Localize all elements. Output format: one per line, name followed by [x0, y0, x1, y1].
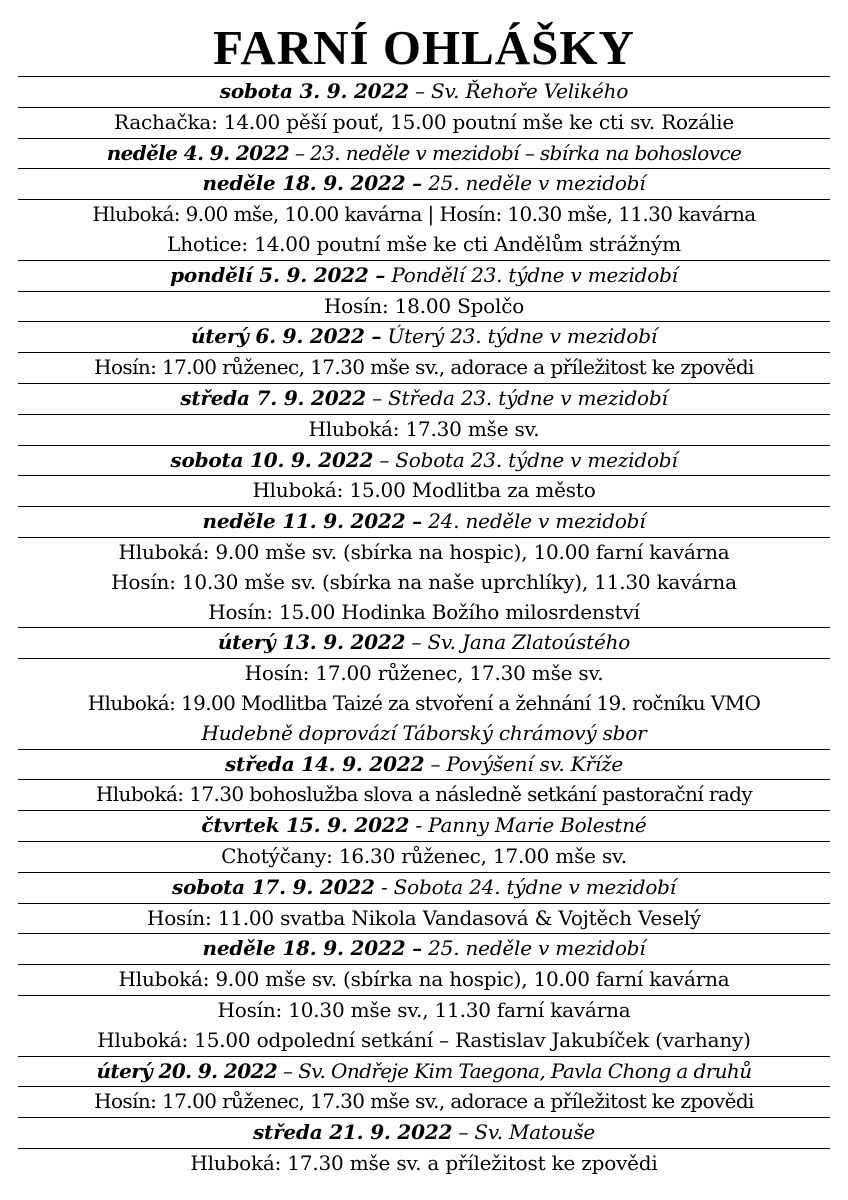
announcement-line: Rachačka: 14.00 pěší pouť, 15.00 poutní mše ke cti sv. Rozálie	[114, 109, 734, 134]
day-date: neděle 18. 9. 2022 –	[202, 936, 422, 961]
day-feast: Úterý 23. týdne v mezidobí	[381, 324, 658, 349]
day-feast: – Sv. Ondřeje Kim Taegona, Pavla Chong a druhů	[277, 1058, 752, 1083]
day-date: středa 7. 9. 2022	[180, 385, 366, 410]
announcement-line: Hluboká: 15.00 Modlitba za město	[252, 478, 596, 503]
day-header	[18, 934, 830, 965]
announcement-line: Hluboká: 9.00 mše sv. (sbírka na hospic), 10.00 farní kavárna	[118, 967, 730, 992]
announcement-block	[18, 200, 830, 261]
announcement-line: Hluboká: 9.00 mše sv. (sbírka na hospic), 10.00 farní kavárna	[118, 539, 730, 564]
day-date: pondělí 5. 9. 2022 –	[170, 262, 386, 287]
announcements-page	[18, 20, 830, 1179]
announcement-block	[18, 996, 830, 1057]
announcement-block	[18, 476, 830, 507]
day-date: sobota 17. 9. 2022	[172, 874, 375, 899]
day-feast: – Povýšení sv. Kříže	[424, 751, 624, 776]
day-feast: 25. neděle v mezidobí	[421, 936, 646, 961]
page-title: FARNÍ OHLÁŠKY	[213, 20, 635, 75]
day-header	[18, 1057, 830, 1088]
announcements-list	[18, 76, 830, 1179]
announcement-line: Hosín: 10.30 mše sv., 11.30 farní kavárna	[217, 997, 631, 1022]
announcement-block	[18, 353, 830, 384]
day-date: neděle 11. 9. 2022 –	[202, 509, 422, 534]
day-feast: – Sv. Řehoře Velikého	[408, 79, 629, 103]
day-feast: – 23. neděle v mezidobí – sbírka na bohoslovce	[289, 140, 742, 165]
day-feast: - Sobota 24. týdne v mezidobí	[374, 874, 676, 899]
announcement-line: Hluboká: 15.00 odpolední setkání – Rastislav Jakubíček (varhany)	[97, 1027, 751, 1052]
day-header	[18, 261, 830, 292]
day-date: sobota 10. 9. 2022	[170, 447, 374, 472]
announcement-block	[18, 965, 830, 996]
announcement-line: Hosín: 18.00 Spolčo	[323, 293, 525, 318]
day-date: neděle 18. 9. 2022 –	[202, 171, 422, 196]
announcement-line: Hluboká: 19.00 Modlitba Taizé za stvoření a žehnání 19. ročníku VMO	[87, 690, 761, 715]
day-header	[18, 77, 830, 108]
day-date: čtvrtek 15. 9. 2022	[201, 813, 410, 838]
day-header	[18, 628, 830, 659]
announcement-line: Hosín: 17.00 růženec, 17.30 mše sv., adorace a příležitost ke zpovědi	[94, 1089, 754, 1114]
day-header	[18, 139, 830, 170]
announcement-note: Hudebně doprovází Táborský chrámový sbor	[201, 720, 647, 745]
announcement-line: Hluboká: 17.30 bohoslužba slova a následně setkání pastorační rady	[95, 782, 753, 807]
day-date: neděle 4. 9. 2022	[106, 140, 290, 165]
day-date: úterý 20. 9. 2022	[96, 1058, 278, 1083]
day-feast: 24. neděle v mezidobí	[421, 509, 646, 534]
day-date: úterý 6. 9. 2022 –	[190, 324, 382, 349]
announcement-block	[18, 904, 830, 935]
day-feast: – Středa 23. týdne v mezidobí	[365, 385, 668, 410]
announcement-line: Hosín: 17.00 růženec, 17.30 mše sv., adorace a příležitost ke zpovědi	[94, 355, 754, 380]
announcement-line: Hosín: 17.00 růženec, 17.30 mše sv.	[244, 661, 604, 686]
announcement-block	[18, 292, 830, 323]
announcement-line: Lhotice: 14.00 poutní mše ke cti Andělům strážným	[167, 231, 681, 256]
day-feast: 25. neděle v mezidobí	[421, 171, 646, 196]
day-feast: – Sv. Jana Zlatoústého	[405, 630, 631, 655]
announcement-line: Hluboká: 17.30 mše sv.	[308, 416, 540, 441]
day-header	[18, 446, 830, 477]
announcement-line: Hosín: 11.00 svatba Nikola Vandasová & Vojtěch Veselý	[146, 905, 702, 930]
announcement-block	[18, 538, 830, 628]
announcement-block	[18, 1087, 830, 1118]
day-header	[18, 322, 830, 353]
day-feast: - Panny Marie Bolestné	[409, 813, 647, 838]
day-date: středa 21. 9. 2022	[252, 1120, 453, 1145]
day-feast: Pondělí 23. týdne v mezidobí	[385, 262, 678, 287]
announcement-line: Hluboká: 17.30 mše sv. a příležitost ke zpovědi	[190, 1150, 658, 1175]
day-date: středa 14. 9. 2022	[224, 751, 425, 776]
day-header	[18, 750, 830, 781]
announcement-block	[18, 1149, 830, 1179]
day-feast: – Sv. Matouše	[452, 1120, 596, 1145]
day-header	[18, 873, 830, 904]
day-header	[18, 384, 830, 415]
day-header	[18, 1118, 830, 1149]
day-date: sobota 3. 9. 2022	[219, 79, 409, 103]
day-header	[18, 507, 830, 538]
announcement-block	[18, 415, 830, 446]
day-feast: – Sobota 23. týdne v mezidobí	[373, 447, 678, 472]
day-date: úterý 13. 9. 2022	[217, 630, 406, 655]
announcement-line: Hosín: 10.30 mše sv. (sbírka na naše uprchlíky), 11.30 kavárna	[111, 569, 737, 594]
announcement-line: Hluboká: 9.00 mše, 10.00 kavárna | Hosín: 10.30 mše, 11.30 kavárna	[92, 202, 756, 227]
announcement-line: Hosín: 15.00 Hodinka Božího milosrdenství	[208, 599, 640, 624]
announcement-block	[18, 108, 830, 139]
announcement-block	[18, 780, 830, 811]
day-header	[18, 811, 830, 842]
announcement-block	[18, 659, 830, 749]
day-header	[18, 169, 830, 200]
announcement-line: Chotýčany: 16.30 růženec, 17.00 mše sv.	[221, 843, 627, 868]
announcement-block	[18, 842, 830, 873]
